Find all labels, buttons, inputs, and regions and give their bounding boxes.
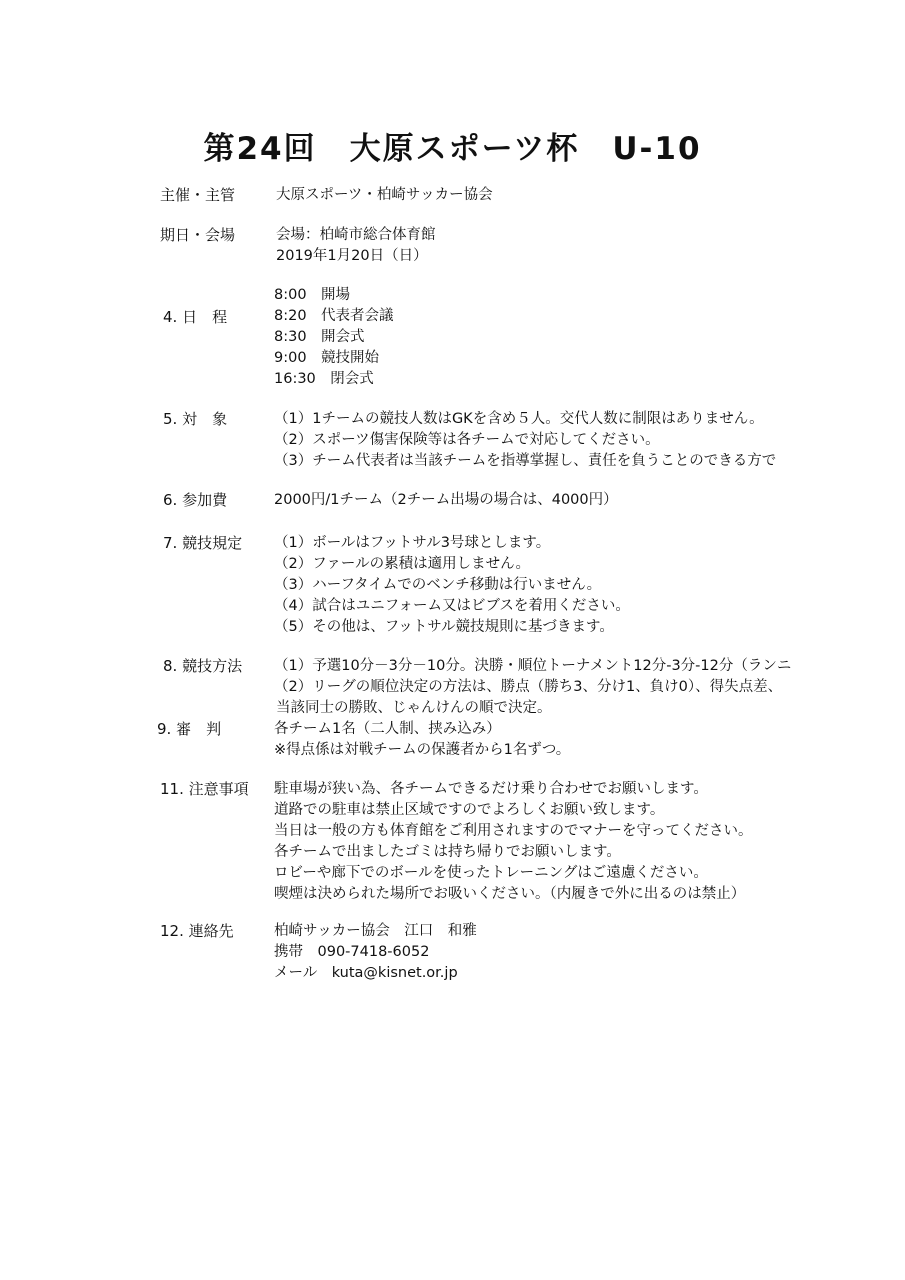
schedule-line: 8:30 開会式 bbox=[274, 329, 365, 345]
document-title: 第24回 大原スポーツ杯 U-10 bbox=[203, 131, 702, 167]
text-line: 各チーム1名（二人制、挟み込み） bbox=[274, 721, 501, 737]
text-line: （3）チーム代表者は当該チームを指導掌握し、責任を負うことのできる方で bbox=[274, 453, 777, 469]
section-label: 8. 競技方法 bbox=[163, 657, 243, 675]
contact-name: 柏崎サッカー協会 江口 和雅 bbox=[274, 923, 477, 939]
schedule-line: 9:00 競技開始 bbox=[274, 350, 380, 366]
text-line: ロビーや廊下でのボールを使ったトレーニングはご遠慮ください。 bbox=[274, 865, 708, 881]
section-label: 12. 連絡先 bbox=[160, 922, 234, 940]
contact-phone: 携帯 090-7418-6052 bbox=[274, 944, 430, 960]
text-line: （1）1チームの競技人数はGKを含め５人。交代人数に制限はありません。 bbox=[274, 411, 764, 427]
text-line: 道路での駐車は禁止区域ですのでよろしくお願い致します。 bbox=[274, 802, 665, 818]
text-line: （3）ハーフタイムでのベンチ移動は行いません。 bbox=[274, 577, 602, 593]
text-line: （1）ボールはフットサル3号球とします。 bbox=[274, 535, 551, 551]
text-line: 当日は一般の方も体育館をご利用されますのでマナーを守ってください。 bbox=[274, 823, 753, 839]
section-label: 6. 参加費 bbox=[163, 491, 228, 509]
text-line: 当該同士の勝敗、じゃんけんの順で決定。 bbox=[276, 700, 552, 716]
text-line: 2000円/1チーム（2チーム出場の場合は、4000円） bbox=[274, 492, 618, 508]
text-line: （2）ファールの累積は適用しません。 bbox=[274, 556, 531, 572]
schedule-line: 16:30 閉会式 bbox=[274, 371, 374, 387]
text-line: 駐車場が狭い為、各チームできるだけ乗り合わせでお願いします。 bbox=[274, 781, 708, 797]
text-line: （2）スポーツ傷害保険等は各チームで対応してください。 bbox=[274, 432, 660, 448]
section-label: 主催・主管 bbox=[160, 186, 236, 204]
section-label: 5. 対 象 bbox=[163, 410, 228, 428]
section-label: 7. 競技規定 bbox=[163, 534, 243, 552]
schedule-line: 8:20 代表者会議 bbox=[274, 308, 394, 324]
text-line: （4）試合はユニフォーム又はビブスを着用ください。 bbox=[274, 598, 630, 614]
section-label: 期日・会場 bbox=[160, 226, 236, 244]
text-line: 2019年1月20日（日） bbox=[276, 248, 428, 264]
section-label: 11. 注意事項 bbox=[160, 780, 249, 798]
section-label: 9. 審 判 bbox=[157, 720, 222, 738]
contact-email: メール kuta@kisnet.or.jp bbox=[274, 965, 458, 981]
text-line: （1）予選10分－3分－10分。決勝・順位トーナメント12分-3分-12分（ランニ bbox=[274, 658, 792, 674]
text-line: 各チームで出ましたゴミは持ち帰りでお願いします。 bbox=[274, 844, 621, 860]
schedule-line: 8:00 開場 bbox=[274, 287, 351, 303]
section-label: 4. 日 程 bbox=[163, 308, 228, 326]
text-line: （5）その他は、フットサル競技規則に基づきます。 bbox=[274, 619, 614, 635]
text-line: 会場：柏崎市総合体育館 bbox=[276, 227, 436, 243]
text-line: 大原スポーツ・柏崎サッカー協会 bbox=[276, 187, 493, 203]
text-line: （2）リーグの順位決定の方法は、勝点（勝ち3、分け1、負け0）、得失点差、 bbox=[274, 679, 783, 695]
text-line: ※得点係は対戦チームの保護者から1名ずつ。 bbox=[274, 742, 571, 758]
text-line: 喫煙は決められた場所でお吸いください。（内履きで外に出るのは禁止） bbox=[274, 886, 746, 902]
